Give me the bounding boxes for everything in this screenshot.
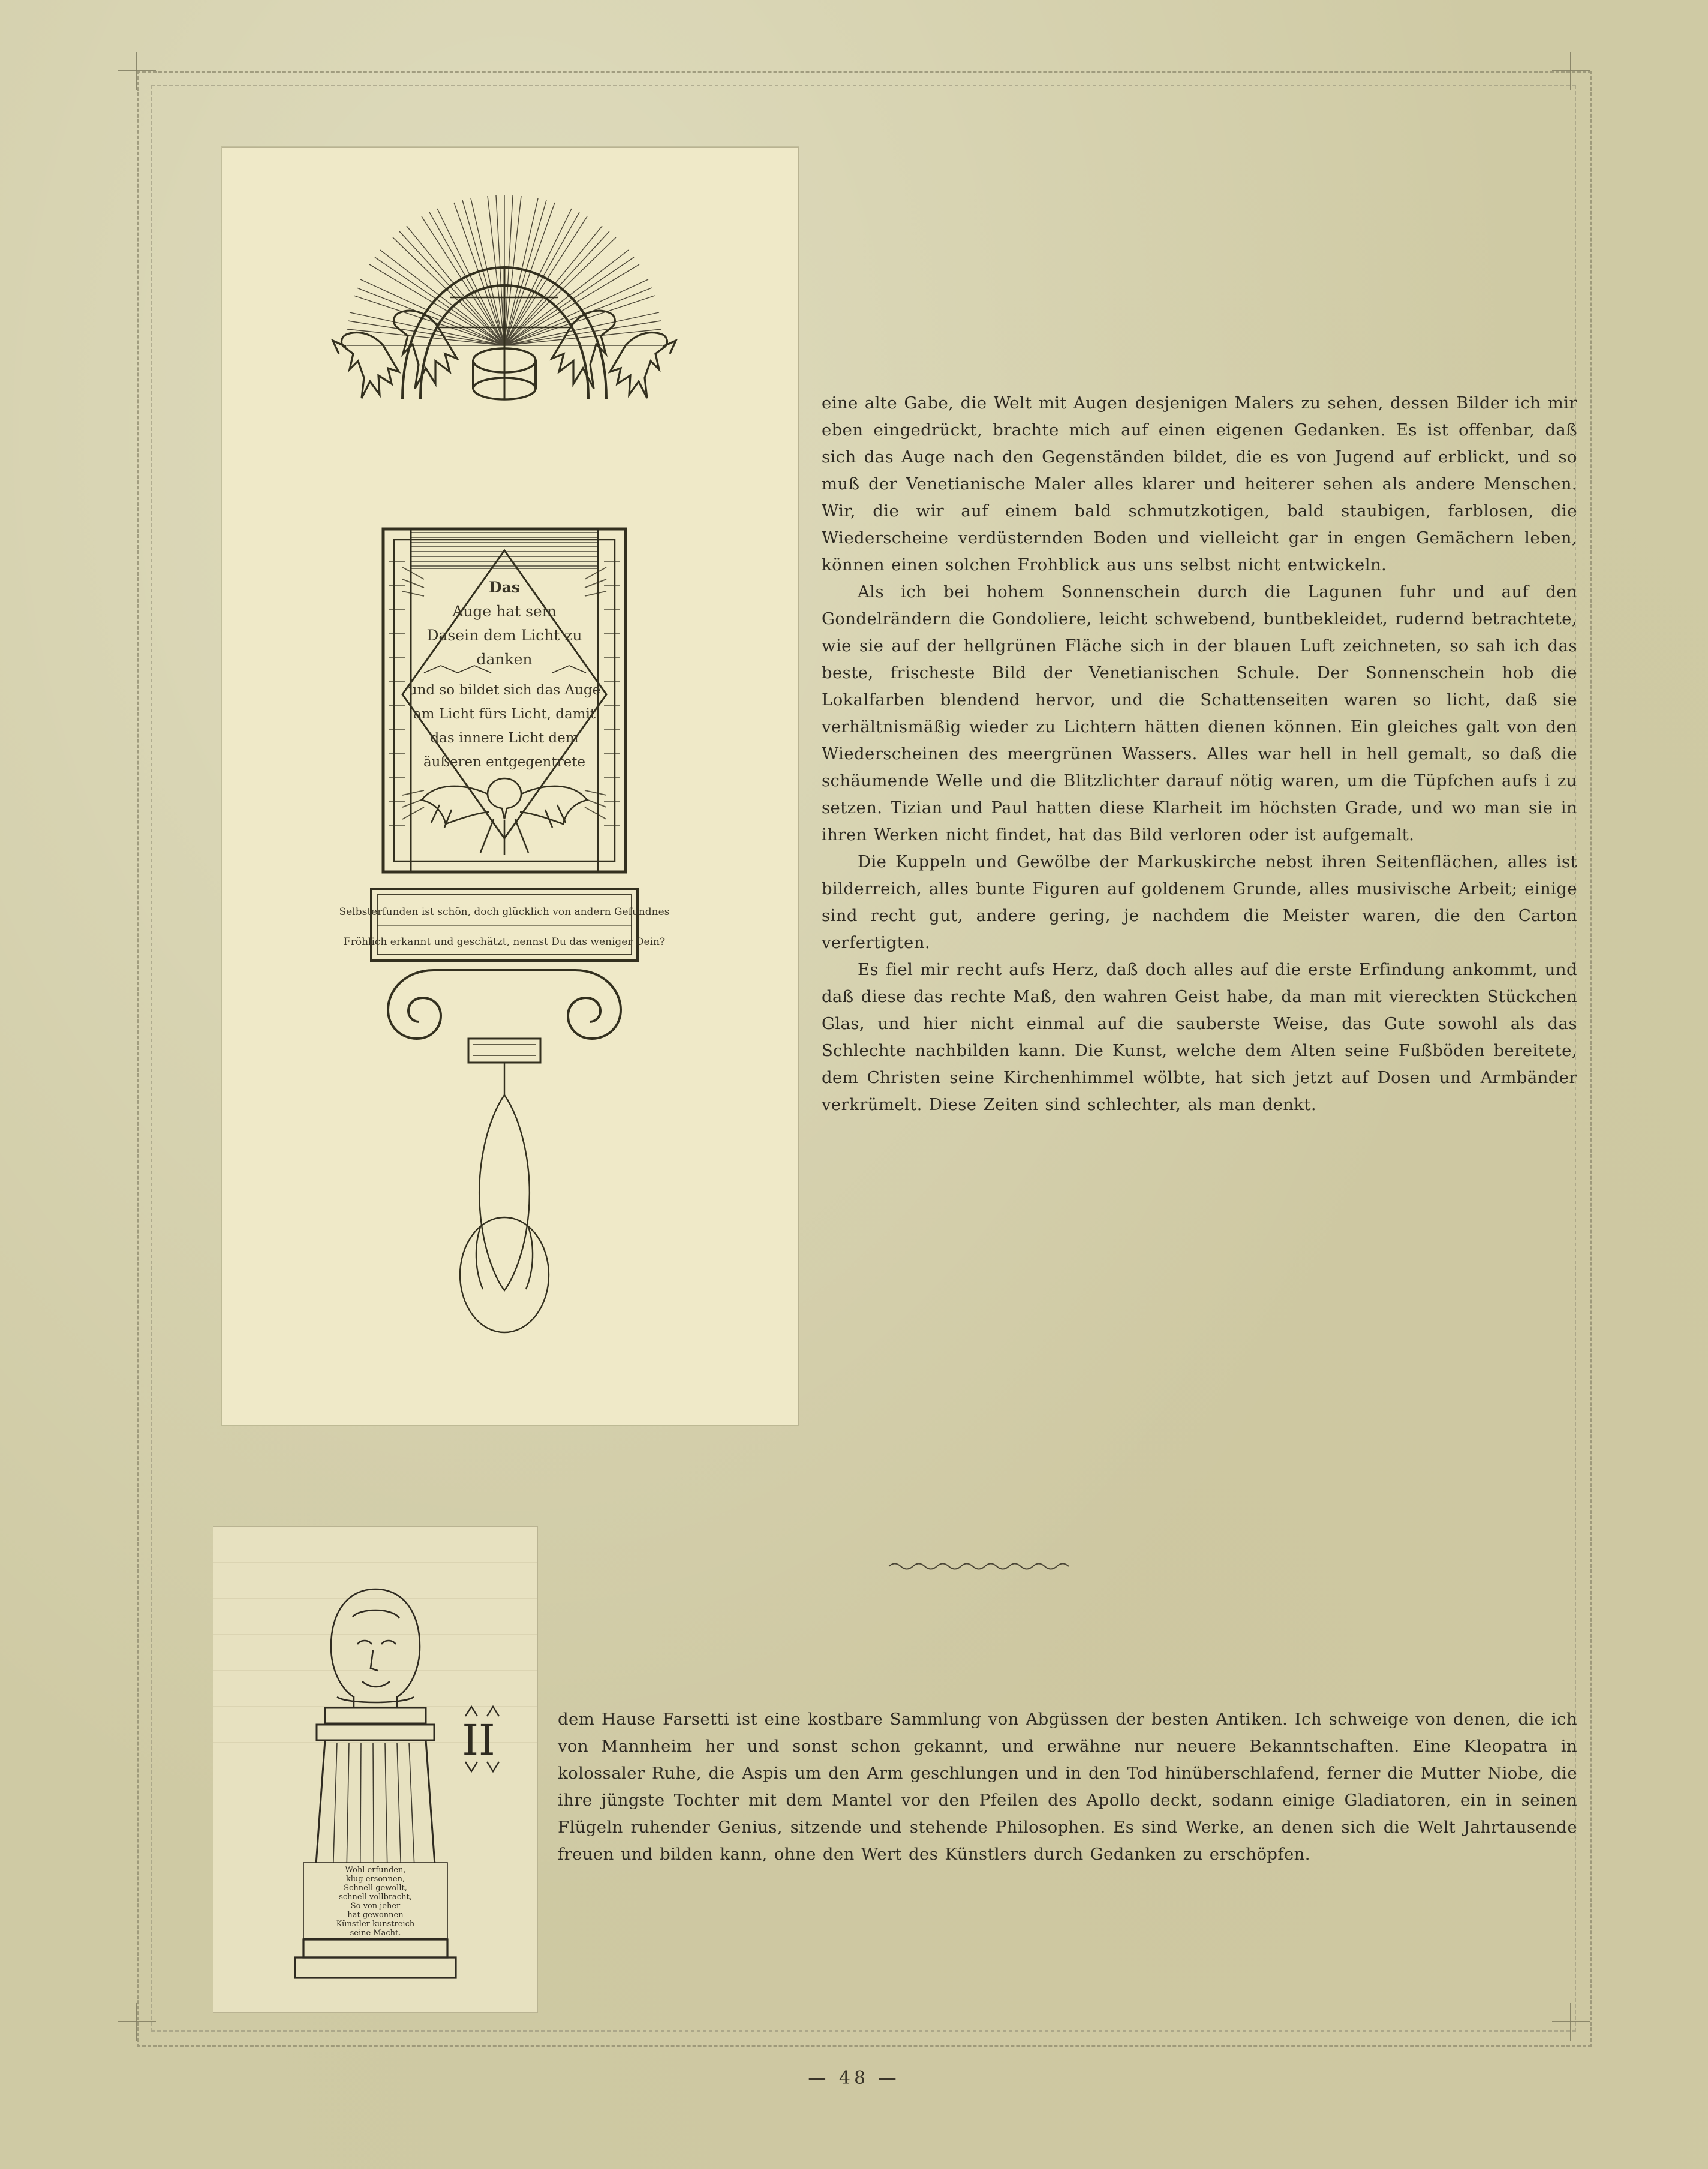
svg-text:schnell vollbracht,: schnell vollbracht,	[339, 1893, 412, 1902]
svg-text:Fröhlich erkannt und geschätzt: Fröhlich erkannt und geschätzt, nennst Du das weniger Dein?	[343, 936, 666, 948]
svg-text:Auge hat sein: Auge hat sein	[452, 603, 557, 620]
svg-text:das innere Licht dem: das innere Licht dem	[430, 730, 579, 746]
wavy-rule-icon	[888, 1559, 1079, 1572]
emblem-engraving-svg	[222, 148, 798, 1425]
svg-text:seine Macht.: seine Macht.	[350, 1929, 401, 1938]
paragraph: dem Hause Farsetti ist eine kostbare Sammlung von Abgüssen der besten Antiken. Ich schweige von denen, die ich von Mannheim her und sonst schon gekannt, und erwähne nur neuere Bekanntschaften. Eine Kleopatra in kolossaler Ruhe, die Aspis um den Arm geschlungen und in den Tod hinüberschlafend, ferner die Mutter Niobe, die ihre jüngste Tochter mit dem Mantel vor den Pfeilen des Apollo deckt, sodann einige Gladiatoren, ein in seinen Flügeln ruhender Genius, sitzende und stehende Philosophen. Es sind Werke, an denen sich die Welt Jahrtausende freuen und bilden kann, ohne den Wert des Künstlers durch Gedanken zu erschöpfen.	[558, 1710, 1577, 1864]
roman-numeral-ornament	[462, 1707, 499, 1771]
paragraph: Als ich bei hohem Sonnenschein durch die Lagunen fuhr und auf den Gondelrändern die Gondoliere, leicht schwebend, buntbekleidet, rudernd betrachtete, wie sie auf der hellgrünen Fläche sich in der blauen Luft zeichneten, so sah ich das beste, frischeste Bild der Venetianischen Schule. Der Sonnenschein hob die Lokalfarben blendend hervor, und die Schattenseiten waren so licht, daß sie verhältnismäßig wieder zu Lichtern hätten dienen können. Ein gleiches galt von den Wiederscheinen des meergrünen Wassers. Alles war hell in hell gemalt, so daß die schäumende Welle und die Blitzlichter darauf nötig waren, um die Tüpfchen aufs i zu setzen. Tizian und Paul hatten diese Klarheit im höchsten Grade, und wo man sie in ihren Werken nicht findet, hat das Bild verloren oder ist aufgemalt.	[822, 582, 1577, 844]
corner-mark-top-right	[1552, 52, 1590, 90]
svg-text:Schnell gewollt,: Schnell gewollt,	[344, 1884, 407, 1893]
svg-text:hat gewonnen: hat gewonnen	[347, 1911, 404, 1920]
corner-mark-bottom-left	[118, 2003, 156, 2041]
svg-text:danken: danken	[476, 651, 533, 668]
paragraph: Die Kuppeln und Gewölbe der Markuskirche nebst ihren Seitenflächen, alles ist bilderreich, alles bunte Figuren auf goldenem Grunde, alles musivische Arbeit; einige sind recht gut, andere gering, je nachdem die Meister waren, die den Carton verfertigten.	[822, 852, 1577, 952]
pedestal-inscription	[303, 1863, 447, 1938]
paragraph: eine alte Gabe, die Welt mit Augen desjenigen Malers zu sehen, dessen Bilder ich mir eben eingedrückt, brachte mich auf einen eigenen Gedanken. Es ist offenbar, daß sich das Auge nach den Gegenständen bildet, die es von Jugend auf erblickt, und so muß der Venetianische Maler alles klarer und heiterer sehen als andere Menschen. Wir, die wir auf einem bald schmutzkotigen, bald staubigen, farblosen, die Wiederscheine verdüsternden Boden und vielleicht gar in engen Gemächern leben, können einen solchen Frohblick aus uns selbst nicht entwickeln.	[822, 393, 1577, 574]
svg-text:Künstler kunstreich: Künstler kunstreich	[336, 1920, 415, 1929]
svg-text:So von jeher: So von jeher	[350, 1902, 401, 1911]
svg-text:Selbsterfunden ist schön, doch: Selbsterfunden ist schön, doch glücklich von andern Gefundnes	[339, 906, 670, 918]
svg-text:äußeren entgegentrete: äußeren entgegentrete	[423, 754, 586, 770]
svg-text:II: II	[462, 1716, 495, 1765]
corner-mark-top-left	[118, 52, 156, 90]
corner-mark-bottom-right	[1552, 2003, 1590, 2041]
text-column-lower	[558, 1706, 1577, 1868]
page-number: — 48 —	[808, 2068, 900, 2089]
plate-emblem-engraving	[222, 147, 799, 1425]
pedestal-engraving-svg	[214, 1527, 537, 2012]
svg-text:Das: Das	[489, 579, 520, 596]
section-divider	[888, 1559, 1079, 1572]
svg-text:Wohl erfunden,: Wohl erfunden,	[345, 1866, 406, 1875]
plate-pedestal-engraving	[213, 1526, 538, 2013]
svg-text:und so bildet sich das Auge: und so bildet sich das Auge	[408, 682, 601, 698]
paragraph: Es fiel mir recht aufs Herz, daß doch alles auf die erste Erfindung ankommt, und daß diese das rechte Maß, den wahren Geist habe, da man mit viereckten Stückchen Glas, und hier nicht einmal auf die sauberste Weise, das Gute sowohl als das Schlechte nachbilden kann. Die Kunst, welche dem Alten seine Fußböden bereitete, dem Christen seine Kirchenhimmel wölbte, hat sich jetzt auf Dosen und Armbänder verkrümelt. Diese Zeiten sind schlechter, als man denkt.	[822, 960, 1577, 1114]
svg-text:klug ersonnen,: klug ersonnen,	[345, 1875, 405, 1884]
svg-text:am Licht fürs Licht, damit: am Licht fürs Licht, damit	[413, 706, 596, 722]
svg-text:Dasein dem Licht zu: Dasein dem Licht zu	[426, 627, 582, 644]
text-column-upper	[822, 390, 1577, 1118]
